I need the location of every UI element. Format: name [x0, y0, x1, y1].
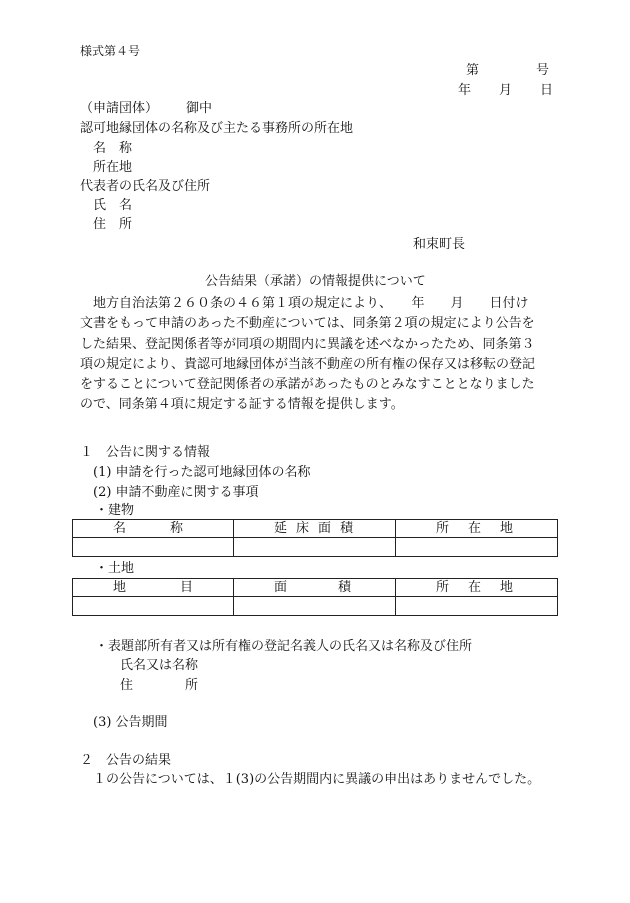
- land-label: ・土地: [95, 561, 135, 576]
- body-line: ので、同条第４項に規定する証する情報を提供します。: [80, 397, 404, 413]
- table-cell: [396, 538, 558, 557]
- building-table: [72, 519, 558, 557]
- building-header-name: 名 称: [73, 520, 234, 538]
- table-header-row: [73, 520, 558, 538]
- owner-name-label: 氏名又は名称: [120, 658, 199, 673]
- building-label: ・建物: [95, 503, 135, 518]
- body-line: 地方自治法第２６０条の４６第１項の規定により、 年 月 日付け: [80, 296, 529, 311]
- land-header-area: 面 積: [234, 579, 396, 597]
- representative-name-label: 氏 名: [93, 198, 133, 213]
- table-cell: [396, 597, 558, 616]
- section2-text: １の公告については、１(3)の公告期間内に異議の申出はありませんでした。: [93, 772, 541, 787]
- table-cell: [234, 538, 396, 557]
- form-number: 様式第４号: [80, 44, 141, 58]
- owner-label: ・表題部所有者又は所有権の登記名義人の氏名又は名称及び住所: [95, 639, 473, 654]
- date-month: 月: [499, 83, 513, 98]
- group-label: 認可地縁団体の名称及び主たる事務所の所在地: [80, 121, 354, 136]
- group-name-label: 名 称: [93, 141, 133, 156]
- land-table: [72, 578, 558, 616]
- land-header-category: 地 目: [73, 579, 234, 597]
- body-line: 項の規定により、貴認可地縁団体が当該不動産の所有権の保存又は移転の登記: [80, 356, 536, 372]
- land-header-location: 所 在 地: [396, 579, 558, 597]
- building-header-floor-area: 延 床 面 積: [234, 520, 396, 538]
- issuer: 和束町長: [413, 237, 466, 252]
- section1-heading: １ 公告に関する情報: [80, 445, 211, 460]
- representative-label: 代表者の氏名及び住所: [80, 179, 211, 194]
- table-cell: [73, 597, 234, 616]
- document-title: 公告結果（承諾）の情報提供について: [205, 274, 426, 289]
- table-header-row: [73, 579, 558, 597]
- date-year: 年: [458, 83, 472, 98]
- section1-item3: (3) 公告期間: [93, 715, 168, 730]
- date-day: 日: [540, 83, 554, 98]
- group-address-label: 所在地: [93, 160, 133, 175]
- body-line: をすることについて登記関係者の承諾があったものとみなすこととなりました: [80, 377, 535, 393]
- table-cell: [234, 597, 396, 616]
- document-number-dai: 第: [466, 63, 480, 78]
- section2-heading: ２ 公告の結果: [80, 753, 172, 768]
- document-number-go: 号: [536, 63, 550, 78]
- onchu-label: 御中: [186, 101, 213, 116]
- applicant-label: （申請団体）: [80, 101, 159, 116]
- owner-address-label: 住 所: [120, 678, 199, 693]
- table-row: [73, 597, 558, 616]
- table-row: [73, 538, 558, 557]
- body-line: 文書をもって申請のあった不動産については、同条第２項の規定により公告を: [80, 316, 535, 332]
- section1-item2: (2) 申請不動産に関する事項: [93, 485, 259, 500]
- body-line: した結果、登記関係者等が同項の期間内に異議を述べなかったため、同条第３: [80, 336, 535, 352]
- section1-item1: (1) 申請を行った認可地縁団体の名称: [93, 465, 311, 480]
- table-cell: [73, 538, 234, 557]
- representative-address-label: 住 所: [93, 217, 133, 232]
- building-header-location: 所 在 地: [396, 520, 558, 538]
- body-paragraph: [80, 294, 554, 416]
